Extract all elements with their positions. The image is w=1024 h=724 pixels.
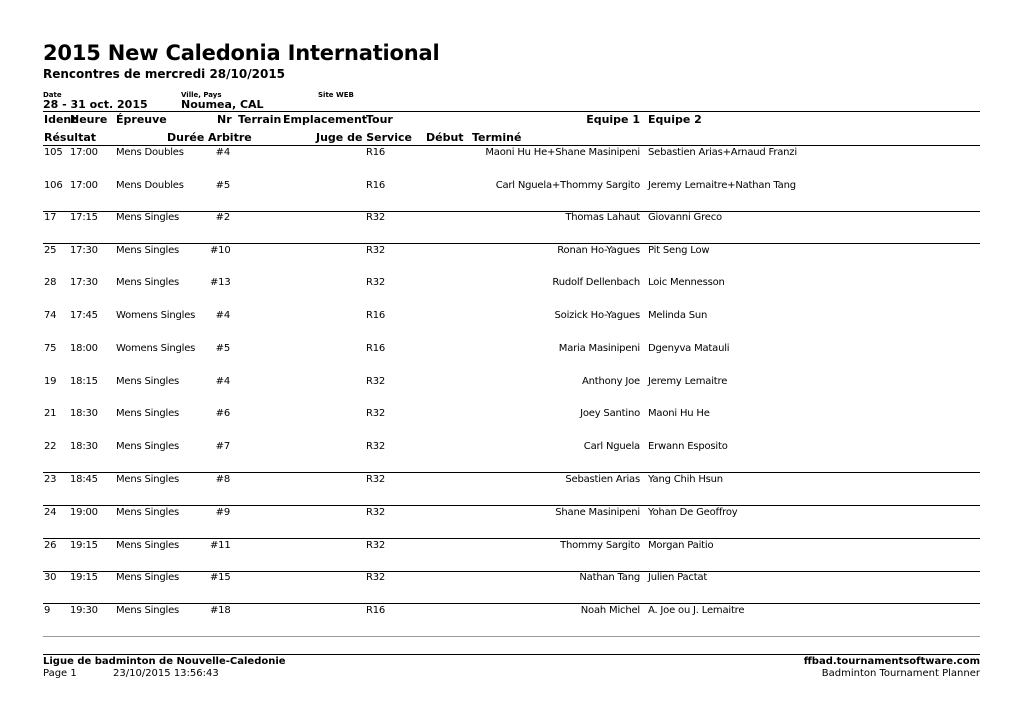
- table-row: [0, 277, 1024, 291]
- match-court-nr: #5: [215, 180, 230, 191]
- col-termine: Terminé: [472, 131, 522, 144]
- match-time: 17:00: [70, 147, 98, 158]
- table-row: [0, 180, 1024, 194]
- match-round: R16: [366, 180, 386, 191]
- match-time: 18:15: [70, 376, 98, 387]
- footer-rule: [43, 654, 980, 655]
- match-ident: 17: [44, 212, 57, 223]
- match-court-nr: #9: [215, 507, 230, 518]
- match-court-nr: #18: [210, 605, 231, 616]
- col-terrain: Terrain: [238, 113, 282, 126]
- match-ident: 74: [44, 310, 57, 321]
- match-court-nr: #2: [215, 212, 230, 223]
- match-event: Mens Singles: [116, 572, 180, 583]
- match-team2: Yohan De Geoffroy: [648, 507, 738, 518]
- match-team1: Maoni Hu He+Shane Masinipeni: [485, 147, 640, 158]
- match-round: R16: [366, 310, 386, 321]
- match-round: R16: [366, 343, 386, 354]
- match-round: R16: [366, 147, 386, 158]
- match-ident: 26: [44, 540, 57, 551]
- match-event: Mens Doubles: [116, 180, 184, 191]
- col-heure: Heure: [70, 113, 108, 126]
- list-end-rule: [43, 636, 980, 637]
- match-event: Mens Singles: [116, 376, 180, 387]
- row-divider: [43, 505, 980, 506]
- match-round: R32: [366, 376, 386, 387]
- footer-printed: 23/10/2015 13:56:43: [113, 668, 219, 679]
- col-arbitre: Arbitre: [208, 131, 252, 144]
- match-ident: 106: [44, 180, 63, 191]
- table-row: [0, 605, 1024, 619]
- match-event: Mens Singles: [116, 212, 180, 223]
- match-team1: Maria Masinipeni: [558, 343, 640, 354]
- match-ident: 19: [44, 376, 57, 387]
- match-round: R32: [366, 408, 386, 419]
- match-time: 17:15: [70, 212, 98, 223]
- match-time: 19:15: [70, 540, 98, 551]
- row-divider: [43, 472, 980, 473]
- match-event: Mens Singles: [116, 245, 180, 256]
- match-round: R32: [366, 277, 386, 288]
- table-row: [0, 540, 1024, 554]
- footer-site: ffbad.tournamentsoftware.com: [803, 656, 980, 667]
- table-row: [0, 245, 1024, 259]
- match-team1: Carl Nguela: [583, 441, 640, 452]
- match-round: R32: [366, 474, 386, 485]
- match-event: Mens Singles: [116, 540, 180, 551]
- match-court-nr: #15: [210, 572, 231, 583]
- match-team2: Jeremy Lemaitre: [648, 376, 728, 387]
- col-tour: Tour: [366, 113, 393, 126]
- col-emplacement: Emplacement: [283, 113, 368, 126]
- match-team1: Shane Masinipeni: [555, 507, 640, 518]
- match-round: R32: [366, 540, 386, 551]
- col-debut: Début: [426, 131, 464, 144]
- match-team1: Soizick Ho-Yagues: [554, 310, 640, 321]
- match-court-nr: #4: [215, 376, 230, 387]
- match-ident: 21: [44, 408, 57, 419]
- match-round: R32: [366, 441, 386, 452]
- match-team1: Ronan Ho-Yagues: [557, 245, 640, 256]
- col-nr: Nr: [217, 113, 232, 126]
- match-event: Mens Doubles: [116, 147, 184, 158]
- header-rule-top: [43, 111, 980, 112]
- row-divider: [43, 603, 980, 604]
- date-label: Date: [43, 91, 62, 99]
- table-row: [0, 507, 1024, 521]
- match-event: Mens Singles: [116, 605, 180, 616]
- match-event: Mens Singles: [116, 408, 180, 419]
- match-event: Mens Singles: [116, 277, 180, 288]
- match-event: Mens Singles: [116, 507, 180, 518]
- table-row: [0, 474, 1024, 488]
- match-team2: Morgan Paitio: [648, 540, 714, 551]
- match-ident: 22: [44, 441, 57, 452]
- footer-software: Badminton Tournament Planner: [821, 668, 980, 679]
- match-ident: 75: [44, 343, 57, 354]
- match-team1: Carl Nguela+Thommy Sargito: [495, 180, 640, 191]
- col-ident: Ident: [44, 113, 77, 126]
- match-time: 18:30: [70, 408, 98, 419]
- col-equipe2: Equipe 2: [648, 113, 702, 126]
- match-ident: 9: [44, 605, 51, 616]
- match-court-nr: #4: [215, 147, 230, 158]
- match-time: 17:45: [70, 310, 98, 321]
- table-row: [0, 212, 1024, 226]
- match-team2: Jeremy Lemaitre+Nathan Tang: [648, 180, 796, 191]
- match-team2: Sebastien Arias+Arnaud Franzi: [648, 147, 797, 158]
- match-team2: Yang Chih Hsun: [648, 474, 723, 485]
- match-time: 19:00: [70, 507, 98, 518]
- match-round: R16: [366, 605, 386, 616]
- match-team1: Anthony Joe: [581, 376, 640, 387]
- match-team2: Pit Seng Low: [648, 245, 710, 256]
- match-team2: Julien Pactat: [648, 572, 708, 583]
- col-juge: Juge de Service: [316, 131, 412, 144]
- match-time: 19:15: [70, 572, 98, 583]
- match-time: 17:30: [70, 245, 98, 256]
- match-time: 18:00: [70, 343, 98, 354]
- table-row: [0, 441, 1024, 455]
- match-court-nr: #11: [210, 540, 231, 551]
- match-round: R32: [366, 507, 386, 518]
- match-event: Womens Singles: [116, 343, 196, 354]
- match-time: 17:30: [70, 277, 98, 288]
- match-team1: Thommy Sargito: [560, 540, 640, 551]
- match-event: Mens Singles: [116, 441, 180, 452]
- match-time: 18:30: [70, 441, 98, 452]
- row-divider: [43, 243, 980, 244]
- match-team2: Giovanni Greco: [648, 212, 722, 223]
- table-row: [0, 310, 1024, 324]
- city-value: Noumea, CAL: [181, 98, 264, 111]
- match-team2: A. Joe ou J. Lemaitre: [648, 605, 745, 616]
- row-divider: [43, 538, 980, 539]
- match-team2: Loic Mennesson: [648, 277, 725, 288]
- table-row: [0, 376, 1024, 390]
- web-label: Site WEB: [318, 91, 354, 99]
- col-resultat: Résultat: [44, 131, 97, 144]
- city-label: Ville, Pays: [181, 91, 222, 99]
- match-ident: 23: [44, 474, 57, 485]
- match-team1: Nathan Tang: [579, 572, 640, 583]
- match-ident: 25: [44, 245, 57, 256]
- match-event: Mens Singles: [116, 474, 180, 485]
- page-subtitle: Rencontres de mercredi 28/10/2015: [43, 67, 286, 81]
- match-court-nr: #10: [210, 245, 231, 256]
- match-team2: Dgenyva Matauli: [648, 343, 730, 354]
- match-court-nr: #6: [215, 408, 230, 419]
- table-row: [0, 343, 1024, 357]
- match-court-nr: #7: [215, 441, 230, 452]
- header-rule-bottom: [43, 145, 980, 146]
- date-value: 28 - 31 oct. 2015: [43, 98, 148, 111]
- match-team1: Noah Michel: [580, 605, 640, 616]
- match-team1: Sebastien Arias: [565, 474, 640, 485]
- match-time: 19:30: [70, 605, 98, 616]
- page-title: 2015 New Caledonia International: [43, 41, 440, 65]
- match-round: R32: [366, 245, 386, 256]
- table-row: [0, 408, 1024, 422]
- table-row: [0, 147, 1024, 161]
- match-team2: Erwann Esposito: [648, 441, 728, 452]
- match-ident: 28: [44, 277, 57, 288]
- footer-page: Page 1: [43, 668, 77, 679]
- footer-org: Ligue de badminton de Nouvelle-Caledonie: [43, 656, 286, 667]
- match-time: 18:45: [70, 474, 98, 485]
- match-team2: Melinda Sun: [648, 310, 708, 321]
- match-ident: 105: [44, 147, 63, 158]
- match-ident: 30: [44, 572, 57, 583]
- match-court-nr: #13: [210, 277, 231, 288]
- col-epreuve: Épreuve: [116, 113, 167, 126]
- match-round: R32: [366, 212, 386, 223]
- match-team1: Rudolf Dellenbach: [552, 277, 640, 288]
- match-team1: Joey Santino: [580, 408, 640, 419]
- match-court-nr: #4: [215, 310, 230, 321]
- col-equipe1: Equipe 1: [586, 113, 640, 126]
- match-round: R32: [366, 572, 386, 583]
- match-time: 17:00: [70, 180, 98, 191]
- match-ident: 24: [44, 507, 57, 518]
- match-team1: Thomas Lahaut: [565, 212, 640, 223]
- col-duree: Durée: [167, 131, 205, 144]
- match-court-nr: #8: [215, 474, 230, 485]
- table-row: [0, 572, 1024, 586]
- match-team2: Maoni Hu He: [648, 408, 710, 419]
- match-event: Womens Singles: [116, 310, 196, 321]
- match-court-nr: #5: [215, 343, 230, 354]
